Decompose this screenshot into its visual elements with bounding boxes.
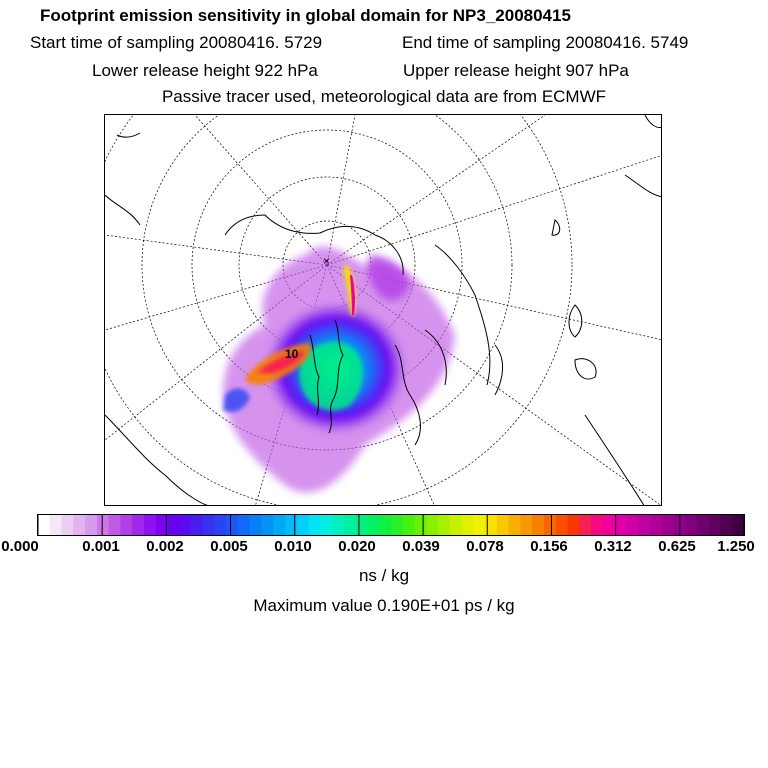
upper-release-label: Upper release height 907 hPa <box>403 61 629 80</box>
release-location-marker: × <box>323 254 331 268</box>
colorbar-swatch <box>732 514 744 536</box>
colorbar-swatch <box>85 514 97 536</box>
colorbar-swatch <box>344 514 356 536</box>
colorbar-tick-label: 0.002 <box>146 538 184 555</box>
colorbar-tick-label: 0.001 <box>82 538 120 555</box>
colorbar-tick-label: 0.039 <box>402 538 440 555</box>
colorbar-swatch <box>426 514 438 536</box>
colorbar-tick-label: 0.005 <box>210 538 248 555</box>
colorbar-swatch <box>626 514 638 536</box>
colorbar-swatch <box>720 514 732 536</box>
lower-release-label: Lower release height 922 hPa <box>92 61 318 80</box>
colorbar-tick-label: 0.010 <box>274 538 312 555</box>
colorbar-swatch <box>662 514 674 536</box>
colorbar-swatch <box>520 514 532 536</box>
colorbar-swatch <box>226 514 238 536</box>
colorbar-swatch <box>638 514 650 536</box>
colorbar-swatch <box>579 514 591 536</box>
colorbar <box>37 514 745 536</box>
start-time-label: Start time of sampling 20080416. 5729 <box>30 33 323 52</box>
map-title: Footprint emission sensitivity in global domain for NP3_20080415 <box>40 6 571 25</box>
colorbar-swatch <box>450 514 462 536</box>
colorbar-swatch <box>38 514 50 536</box>
colorbar-swatch <box>685 514 697 536</box>
colorbar-swatch <box>591 514 603 536</box>
colorbar-swatch <box>203 514 215 536</box>
colorbar-swatch <box>320 514 332 536</box>
colorbar-swatch <box>167 514 179 536</box>
colorbar-swatch <box>473 514 485 536</box>
end-time-label: End time of sampling 20080416. 5749 <box>402 33 689 52</box>
colorbar-tick-label: 0.156 <box>530 538 568 555</box>
max-marker-label: 10 <box>285 347 299 361</box>
colorbar-tick-label: 0.625 <box>658 538 696 555</box>
colorbar-swatch <box>132 514 144 536</box>
colorbar-swatch <box>285 514 297 536</box>
colorbar-swatch <box>109 514 121 536</box>
maximum-value-label: Maximum value 0.190E+01 ps / kg <box>253 596 515 615</box>
colorbar-swatch <box>238 514 250 536</box>
colorbar-swatch <box>650 514 662 536</box>
tracer-note: Passive tracer used, meteorological data are from ECMWF <box>161 87 607 106</box>
colorbar-swatch <box>391 514 403 536</box>
colorbar-swatch <box>179 514 191 536</box>
colorbar-swatch <box>273 514 285 536</box>
colorbar-swatch <box>615 514 627 536</box>
colorbar-swatch <box>73 514 85 536</box>
colorbar-tick-label: 0.078 <box>466 538 504 555</box>
colorbar-swatch <box>497 514 509 536</box>
colorbar-swatch <box>62 514 74 536</box>
colorbar-units: ns / kg <box>358 566 410 585</box>
footprint-map <box>104 114 662 506</box>
colorbar-swatch <box>403 514 415 536</box>
colorbar-swatch <box>262 514 274 536</box>
colorbar-swatch <box>367 514 379 536</box>
colorbar-tick-label: 0.020 <box>338 538 376 555</box>
polar-map-svg <box>105 115 662 506</box>
colorbar-swatch <box>50 514 62 536</box>
colorbar-swatch <box>309 514 321 536</box>
colorbar-swatch <box>709 514 721 536</box>
colorbar-swatch <box>415 514 427 536</box>
colorbar-swatch <box>356 514 368 536</box>
colorbar-swatch <box>544 514 556 536</box>
colorbar-swatch <box>603 514 615 536</box>
colorbar-swatch <box>568 514 580 536</box>
colorbar-swatch <box>144 514 156 536</box>
colorbar-swatch <box>438 514 450 536</box>
colorbar-swatch <box>191 514 203 536</box>
colorbar-tick-label: 1.250 <box>717 538 755 555</box>
colorbar-swatch <box>462 514 474 536</box>
colorbar-tick-label: 0.000 <box>1 538 39 555</box>
colorbar-swatch <box>532 514 544 536</box>
colorbar-swatch <box>297 514 309 536</box>
colorbar-swatch <box>509 514 521 536</box>
colorbar-swatch <box>697 514 709 536</box>
colorbar-swatch <box>97 514 109 536</box>
colorbar-swatch <box>215 514 227 536</box>
colorbar-swatch <box>379 514 391 536</box>
colorbar-tick-label: 0.312 <box>594 538 632 555</box>
colorbar-swatch <box>120 514 132 536</box>
colorbar-swatch <box>332 514 344 536</box>
colorbar-swatch <box>556 514 568 536</box>
colorbar-swatch <box>250 514 262 536</box>
